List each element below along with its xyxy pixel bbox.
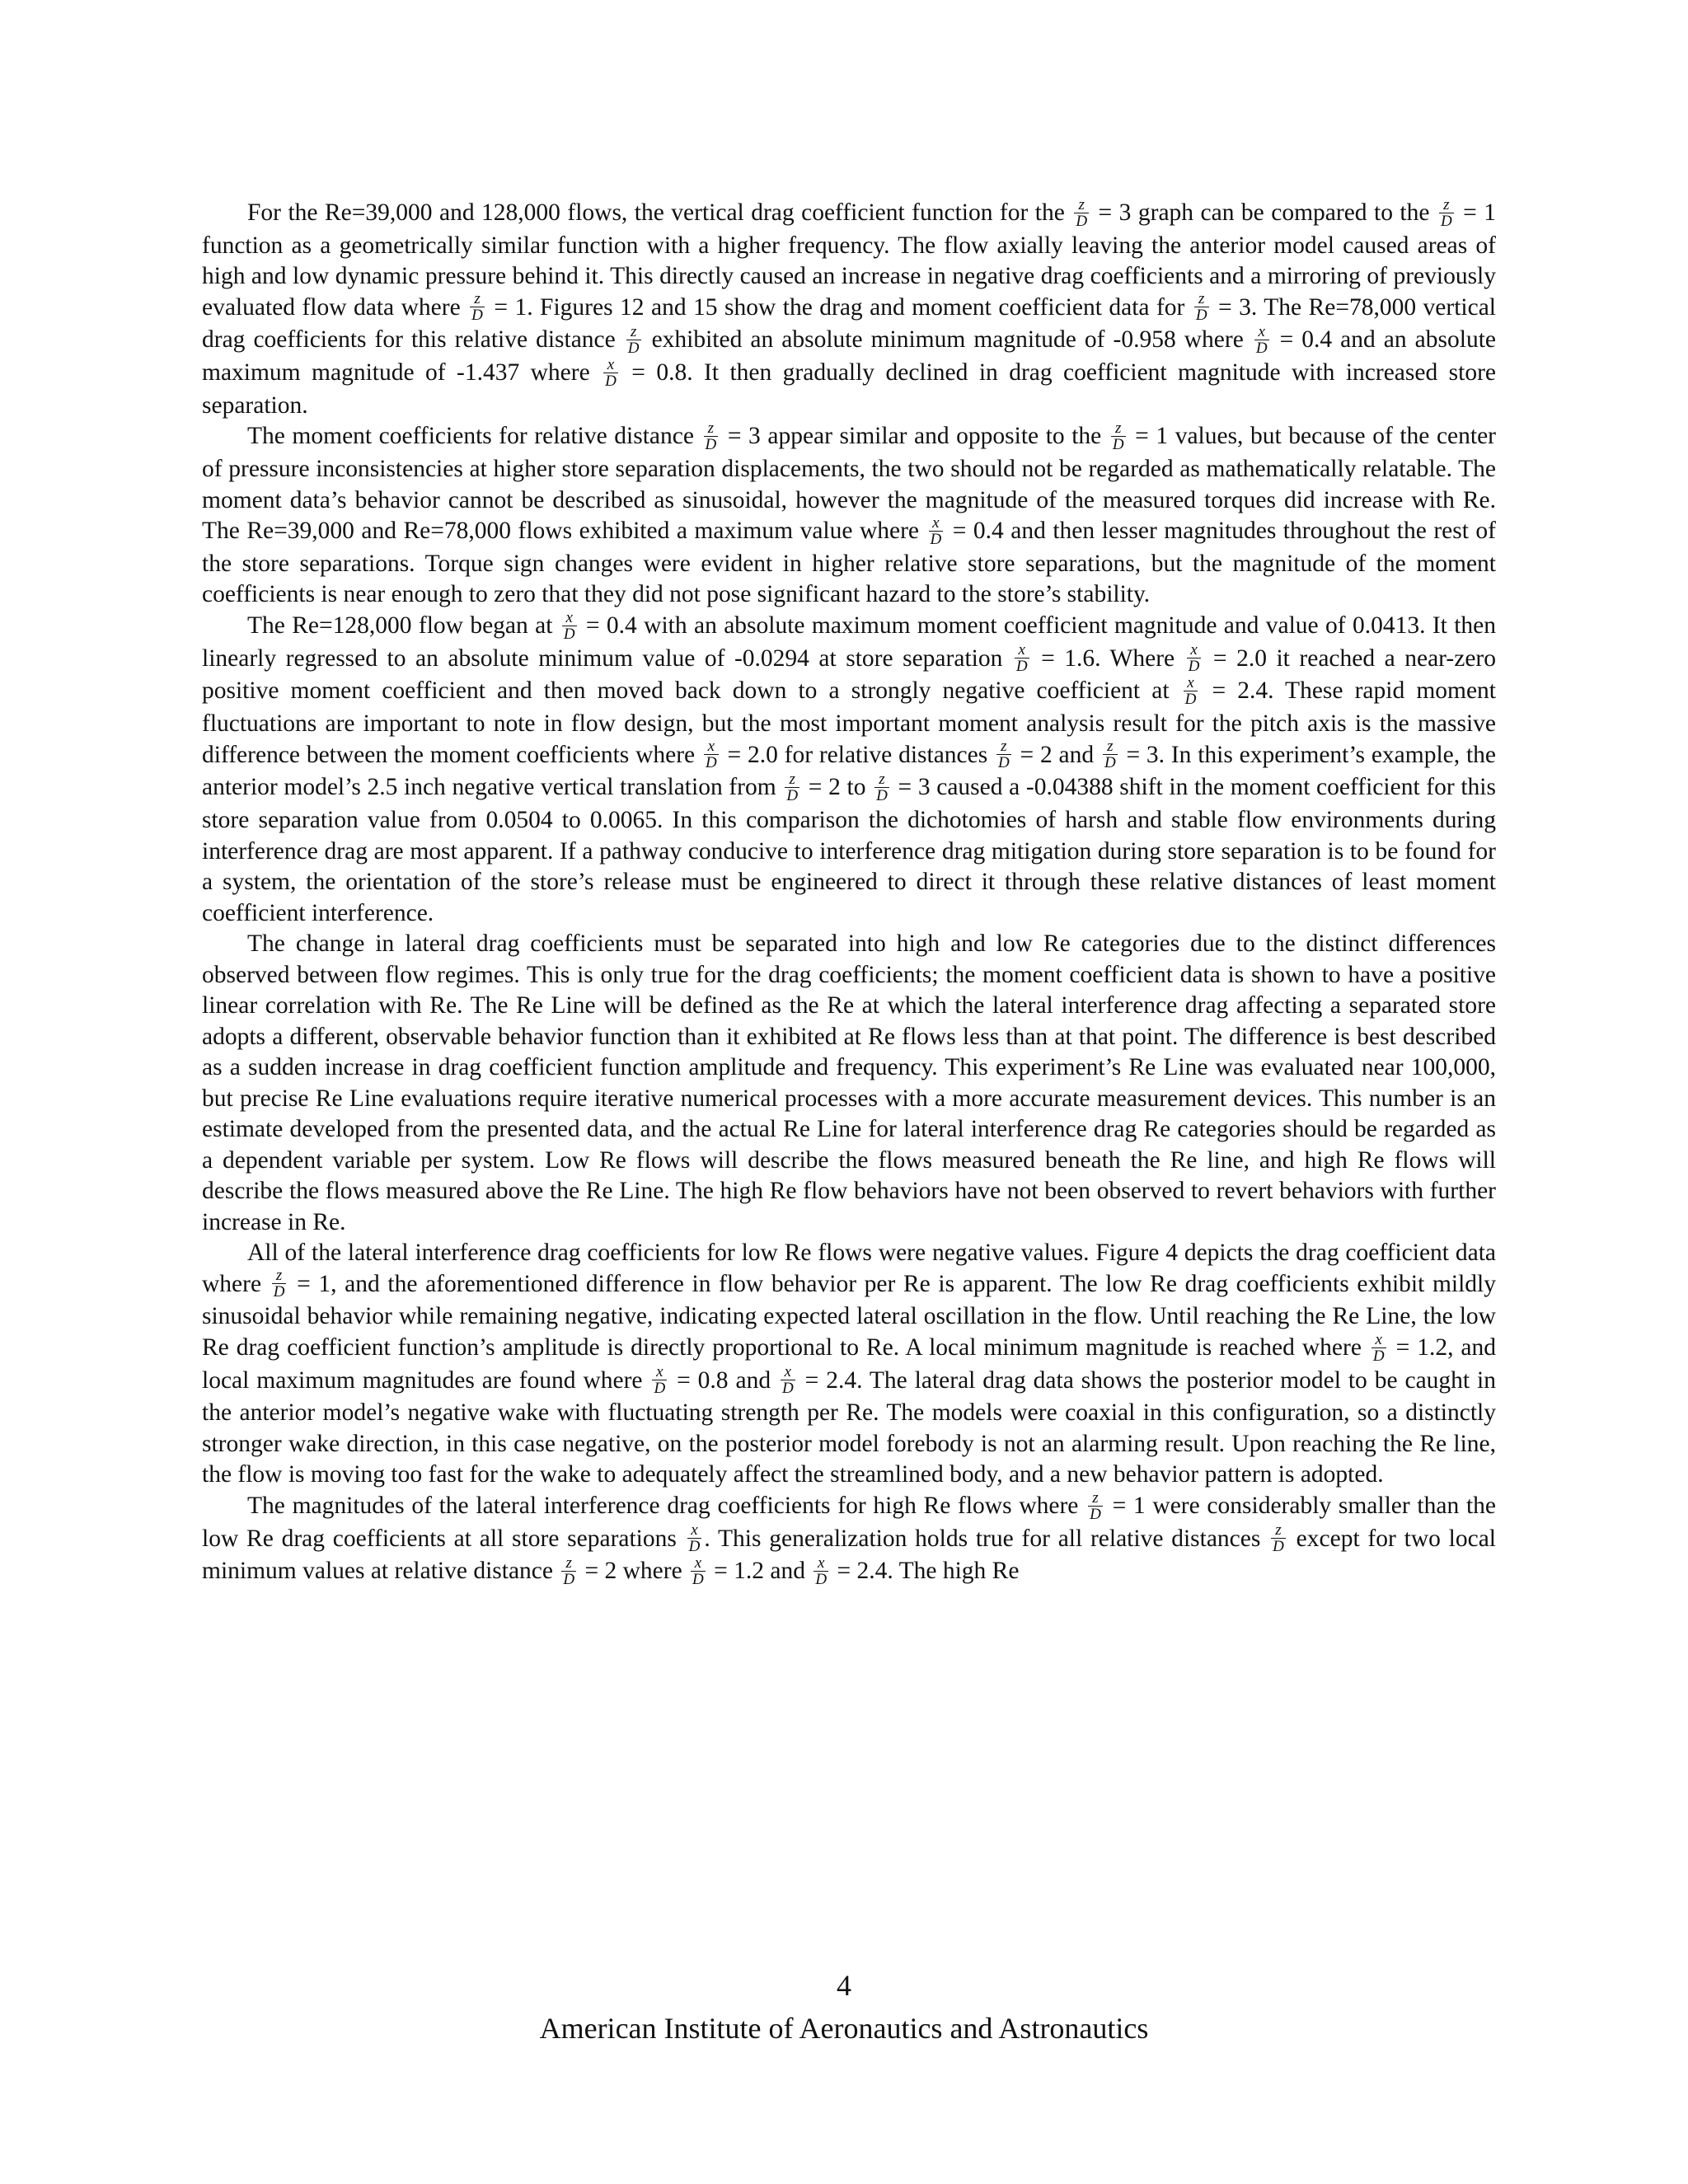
fraction-numerator: z [874,771,889,788]
text-run: = 3 appear similar and opposite to the [720,423,1109,450]
text-run: = 0.4 and an absolute maximum magnitude of -1.437 where [202,326,1496,387]
fraction-numerator: z [704,420,719,437]
fraction-denominator: D [688,1538,701,1556]
fraction-numerator: x [1187,642,1202,658]
fraction-denominator: D [273,1283,285,1301]
text-run: The moment coefficients for relative distance [247,423,701,450]
page-number: 4 [837,1969,851,2002]
fraction-numerator: x [781,1364,795,1380]
fraction-numerator: z [1111,420,1126,437]
inline-fraction [626,324,641,356]
text-run: = 2.0 for relative distances [720,741,995,768]
text-run: = 1.2, and local maximum magnitudes are found where [202,1333,1496,1394]
fraction-numerator: x [929,515,944,532]
paragraph [202,929,1496,1238]
text-run: = 1. Figures 12 and 15 show the drag and moment coefficient data for [486,293,1192,321]
fraction-denominator: D [1184,691,1197,709]
fraction-numerator: x [704,738,719,755]
fraction-denominator: D [782,1380,794,1398]
text-run: = 2.4. The high Re [831,1558,1020,1585]
fraction-denominator: D [705,436,717,454]
fraction-numerator: x [691,1555,706,1572]
text-run: = 1 were considerably smaller than the low Re drag coefficients at all store separations [202,1492,1496,1552]
fraction-denominator: D [1255,340,1268,358]
paragraph [202,1238,1496,1491]
fraction-numerator: z [996,738,1011,755]
fraction-numerator: x [1184,675,1198,691]
inline-fraction [1372,1332,1386,1364]
fraction-denominator: D [563,1570,575,1588]
fraction-numerator: x [1254,324,1269,340]
fraction-numerator: x [603,357,618,373]
text-run: = 1, and the aforementioned difference in flow behavior per Re is apparent. The low Re drag coefficients exhibit mildly sinusoidal behavior while remaining negative, indicating expected lateral oscillation in the flow. Until reaching the Re Line, the low Re drag coefficient function’s amplitude is directly proportional to Re. A local minimum magnitude is reached where [202,1270,1496,1361]
text-run: = 3 graph can be compared to the [1091,199,1437,226]
text-run: For the Re=39,000 and 128,000 flows, the vertical drag coefficient function for the [247,199,1072,226]
text-run: = 3. The Re=78,000 vertical drag coefficients for this relative distance [202,293,1496,354]
fraction-denominator: D [1090,1505,1101,1523]
text-run: = 2 to [802,774,873,801]
inline-fraction [470,291,485,323]
text-run: = 3 caused a -0.04388 shift in the moment coefficient for this store separation value from 0.0504 to 0.0065. In this comparison the dichotomies of harsh and stable flow environments during interference drag are most apparent. If a pathway conducive to interference drag mitigation during store separation is to be found for a system, the orientation of the store’s release must be engineered to direct it through these relative distances of least moment coefficient interference. [202,774,1496,926]
inline-fraction [704,738,719,771]
text-run: The change in lateral drag coefficients must be separated into high and low Re categories due to the distinct differences observed between flow regimes. This is only true for the drag coefficients; the moment coefficient data is shown to have a positive linear correlation with Re. The Re Line will be defined as the Re at which the lateral interference drag affecting a separated store adopts a different, observable behavior function than it exhibited at Re flows less than at that point. The difference is best described as a sudden increase in drag coefficient function amplitude and frequency. This experiment’s Re Line was evaluated near 100,000, but precise Re Line evaluations require iterative numerical processes with a more accurate measurement devices. This number is an estimate developed from the presented data, and the actual Re Line for lateral interference drag Re categories should be regarded as a dependent variable per system. Low Re flows will describe the flows measured beneath the Re line, and high Re flows will describe the flows measured above the Re Line. The high Re flow behaviors have not been observed to revert behaviors with further increase in Re. [202,930,1496,1235]
text-run: = 0.4 with an absolute maximum moment coefficient magnitude and value of 0.0413. It then linearly regressed to an absolute minimum value of -0.0294 at store separation [202,612,1496,672]
text-run: = 1.6. Where [1031,644,1184,672]
text-run: = 2.4. These rapid moment fluctuations are important to note in flow design, but the most important moment analysis result for the pitch axis is the massive difference between the moment coefficients where [202,677,1497,768]
text-run: = 3. In this experiment’s example, the anterior model’s 2.5 inch negative vertical translation from [202,741,1496,801]
inline-fraction [1111,420,1126,452]
inline-fraction [781,1364,795,1396]
text-run: = 0.4 and then lesser magnitudes throughout the rest of the store separations. Torque sign changes were evident in higher relative store separations, but the magnitude of the moment coefficients is near enough to zero that they did not pose significant hazard to the store’s stability. [202,518,1496,608]
fraction-numerator: x [687,1522,702,1539]
fraction-denominator: D [815,1570,828,1588]
fraction-numerator: x [1015,642,1029,658]
fraction-numerator: z [1103,738,1118,755]
text-run: = 2.4. The lateral drag data shows the posterior model to be caught in the anterior model’s negative wake with fluctuating strength per Re. The models were coaxial in this configuration, so a distinctly stronger wake direction, in this case negative, on the posterior model forebody is not an alarming result. Upon reaching the Re line, the flow is moving too fast for the wake to adequately affect the streamlined body, and a new behavior pattern is adopted. [202,1366,1496,1488]
paragraph [202,1488,1496,1589]
fraction-denominator: D [471,307,483,325]
inline-fraction [1439,197,1454,229]
fraction-denominator: D [627,340,640,358]
text-run: = 2 and [1013,741,1100,768]
text-run: except for two local minimum values at relative distance [202,1525,1496,1585]
fraction-denominator: D [1440,212,1452,230]
fraction-denominator: D [998,754,1010,772]
fraction-numerator: x [652,1364,667,1380]
fraction-numerator: x [562,610,577,626]
fraction-numerator: z [1271,1522,1286,1539]
inline-fraction [785,771,799,804]
inline-fraction [1187,642,1202,674]
text-run: = 1 values, but because of the center of pressure inconsistencies at higher store separation displacements, the two should not be regarded as mathematically relatable. The moment data’s behavior cannot be described as sinusoidal, however the magnitude of the measured torques did increase with Re. The Re=39,000 and Re=78,000 flows exhibited a maximum value where [202,423,1496,545]
text-run: = 2 where [579,1558,689,1585]
text-run: . This generalization holds true for all relative distances [704,1525,1269,1552]
text-run: = 2.0 it reached a near-zero positive moment coefficient and then moved back down to a strongly negative coefficient at [202,644,1496,705]
fraction-numerator: x [1372,1332,1386,1348]
text-run: = 0.8 and [669,1366,779,1394]
inline-fraction [1103,738,1118,771]
fraction-denominator: D [1015,658,1028,676]
fraction-denominator: D [1112,436,1124,454]
fraction-numerator: z [785,771,799,788]
fraction-denominator: D [1076,212,1088,230]
inline-fraction [561,1555,576,1587]
fraction-denominator: D [1104,754,1116,772]
text-run: The Re=128,000 flow began at [247,612,560,639]
inline-fraction [687,1522,702,1554]
fraction-denominator: D [1372,1347,1385,1365]
fraction-denominator: D [1273,1538,1284,1556]
fraction-denominator: D [930,530,942,548]
fraction-denominator: D [605,372,617,390]
inline-fraction [562,610,577,642]
fraction-numerator: z [470,291,485,307]
paper-body [202,195,1497,1589]
paragraph [202,608,1497,929]
fraction-numerator: z [626,324,641,340]
inline-fraction [1074,197,1089,229]
inline-fraction [652,1364,667,1396]
fraction-denominator: D [563,625,575,643]
fraction-denominator: D [654,1380,666,1398]
inline-fraction [272,1268,287,1300]
fraction-numerator: x [814,1555,828,1572]
text-run: = 1 function as a geometrically similar function with a higher frequency. The flow axially leaving the anterior model caused areas of high and low dynamic pressure behind it. This directly caused an increase in negative drag coefficients and a mirroring of previously evaluated flow data where [202,199,1497,321]
publisher-footer: American Institute of Aeronautics and Astronautics [539,2012,1149,2045]
fraction-numerator: z [1194,291,1209,307]
inline-fraction [814,1555,828,1587]
inline-fraction [1254,324,1269,356]
inline-fraction [1194,291,1209,323]
paragraph [202,195,1497,421]
fraction-denominator: D [705,754,717,772]
inline-fraction [691,1555,706,1587]
text-run: = 0.8. It then gradually declined in drag coefficient magnitude with increased store separation. [202,359,1496,419]
fraction-numerator: z [272,1268,287,1284]
inline-fraction [996,738,1011,771]
text-run: The magnitudes of the lateral interference drag coefficients for high Re flows where [247,1492,1086,1519]
fraction-denominator: D [1195,307,1207,325]
text-run: All of the lateral interference drag coefficients for low Re flows were negative values. Figure 4 depicts the drag coefficient data where [202,1240,1496,1297]
paragraph [202,421,1496,610]
inline-fraction [603,357,618,389]
inline-fraction [1015,642,1029,674]
inline-fraction [1184,675,1198,707]
fraction-denominator: D [876,787,888,805]
fraction-numerator: z [1074,197,1089,213]
inline-fraction [1271,1522,1286,1554]
inline-fraction [874,771,889,804]
fraction-numerator: z [1088,1490,1103,1507]
fraction-numerator: z [1439,197,1454,213]
inline-fraction [704,420,719,452]
inline-fraction [1088,1490,1103,1522]
fraction-numerator: z [561,1555,576,1572]
text-run: = 1.2 and [707,1558,812,1585]
fraction-denominator: D [786,787,799,805]
fraction-denominator: D [692,1570,704,1588]
fraction-denominator: D [1188,658,1200,676]
text-run: exhibited an absolute minimum magnitude of -0.958 where [643,326,1252,354]
inline-fraction [929,515,944,547]
